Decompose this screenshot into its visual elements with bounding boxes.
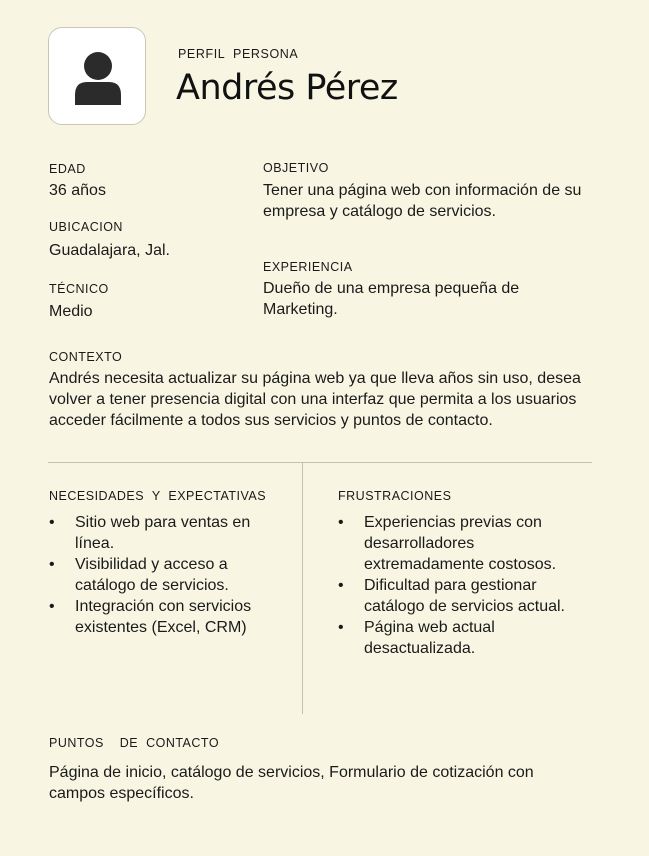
experience-value: Dueño de una empresa pequeña de Marketing.	[263, 280, 520, 318]
location-value: Guadalajara, Jal.	[49, 242, 170, 259]
context-label: CONTEXTO	[49, 350, 123, 364]
list-item: • Página web actual desactualizada.	[338, 617, 592, 659]
objective-value: Tener una página web con información de su empresa y catálogo de servicios.	[263, 182, 582, 220]
technical-label: TÉCNICO	[49, 282, 109, 296]
list-item: • Experiencias previas con desarrolladores extremadamente costosos.	[338, 512, 592, 575]
location-label: UBICACION	[49, 220, 123, 234]
needs-label: NECESIDADES Y EXPECTATIVAS	[49, 489, 267, 503]
list-item: • Integración con servicios existentes (Excel, CRM)	[49, 596, 269, 638]
list-item: • Sitio web para ventas en línea.	[49, 512, 269, 554]
contact-label: PUNTOS DE CONTACTO	[49, 736, 220, 750]
avatar	[48, 27, 146, 125]
column-divider	[302, 462, 303, 714]
experience-label: EXPERIENCIA	[263, 260, 353, 274]
context-text: Andrés necesita actualizar su página web ya que lleva años sin uso, desea volver a tener presencia digital con una interfaz que permita a los usuarios acceder fácilmente a todos sus servicios y puntos de contacto.	[49, 370, 581, 429]
objective-label: OBJETIVO	[263, 161, 329, 175]
section-divider	[48, 462, 592, 463]
age-label: EDAD	[49, 162, 86, 176]
persona-label: PERFIL PERSONA	[178, 47, 299, 61]
list-item: • Visibilidad y acceso a catálogo de servicios.	[49, 554, 269, 596]
contact-text: Página de inicio, catálogo de servicios, Formulario de cotización con campos específicos.	[49, 764, 534, 802]
user-icon	[73, 49, 123, 105]
needs-list	[49, 512, 269, 638]
list-item: • Dificultad para gestionar catálogo de servicios actual.	[338, 575, 592, 617]
persona-name: Andrés Pérez	[176, 68, 398, 108]
frustrations-label: FRUSTRACIONES	[338, 489, 452, 503]
frustrations-list	[338, 512, 592, 659]
age-value: 36 años	[49, 182, 106, 199]
technical-value: Medio	[49, 303, 93, 320]
